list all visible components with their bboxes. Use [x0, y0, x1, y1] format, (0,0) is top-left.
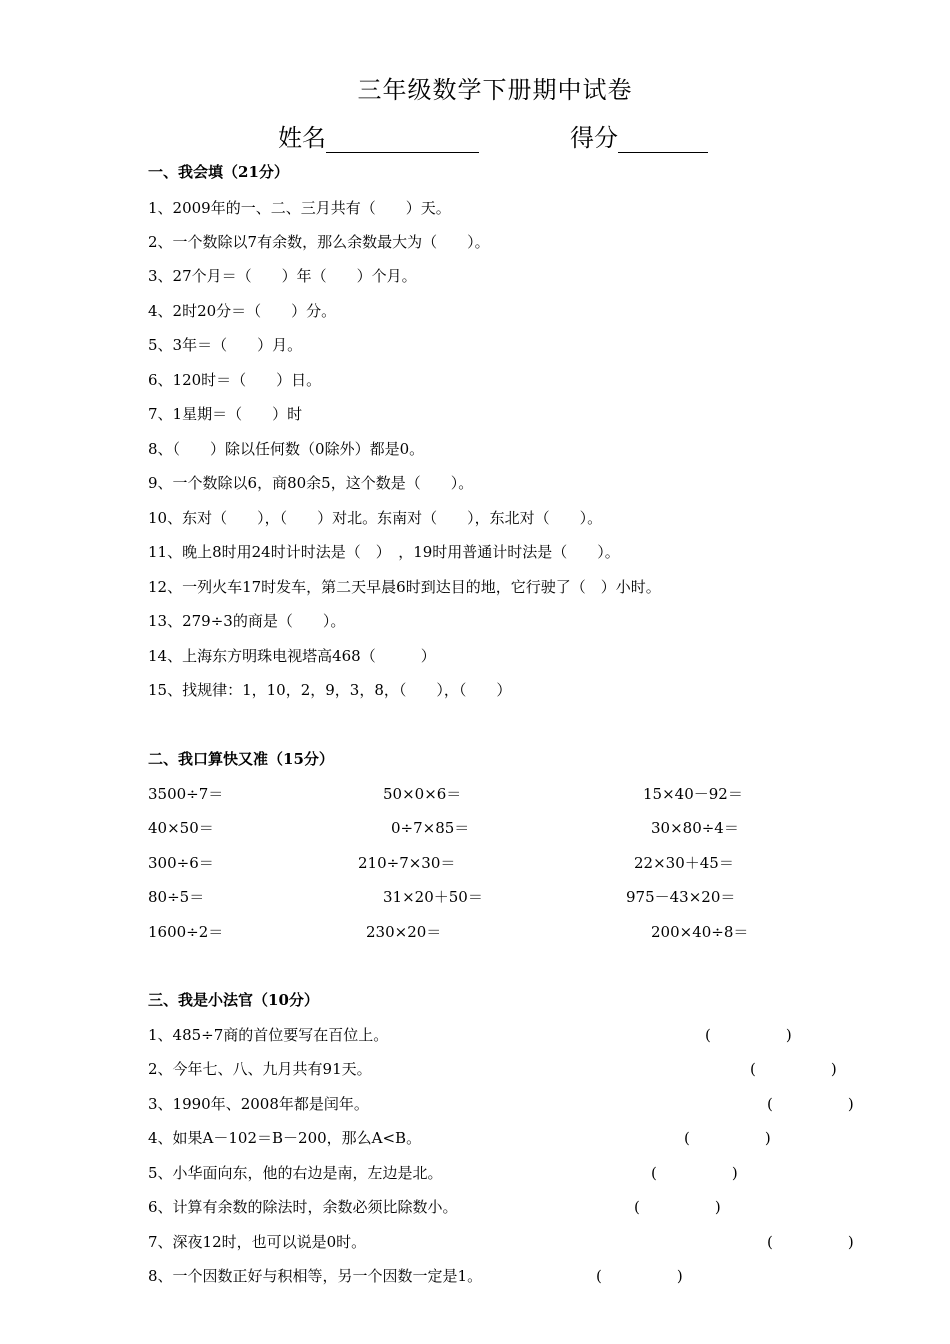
judge-answer-paren[interactable]: ( )	[634, 1198, 721, 1216]
calc-problem: 15×40－92＝	[643, 785, 743, 803]
fill-item: 12、一列火车17时发车，第二天早晨6时到达目的地，它行驶了（ ）小时。	[148, 578, 661, 596]
fill-item: 14、上海东方明珠电视塔高468（ ）	[148, 647, 436, 665]
name-field	[278, 118, 479, 153]
calc-problem: 3500÷7＝	[148, 785, 224, 803]
fill-item: 13、279÷3的商是（ ）。	[148, 612, 346, 630]
calc-problem: 31×20＋50＝	[383, 888, 483, 906]
fill-item: 3、27个月＝（ ）年（ ）个月。	[148, 267, 417, 285]
page-title: 三年级数学下册期中试卷	[357, 76, 633, 104]
calc-problem: 1600÷2＝	[148, 923, 224, 941]
fill-item: 2、一个数除以7有余数，那么余数最大为（ ）。	[148, 233, 490, 251]
name-label: 姓名	[278, 124, 326, 152]
judge-answer-paren[interactable]: ( )	[767, 1233, 854, 1251]
judge-answer-paren[interactable]: ( )	[767, 1095, 854, 1113]
fill-item: 6、120时＝（ ）日。	[148, 371, 322, 389]
judge-statement: 2、今年七、八、九月共有91天。	[148, 1060, 372, 1078]
fill-item: 4、2时20分＝（ ）分。	[148, 302, 337, 320]
fill-item: 9、一个数除以6，商80余5，这个数是（ ）。	[148, 474, 474, 492]
calc-problem: 300÷6＝	[148, 854, 214, 872]
judge-answer-paren[interactable]: ( )	[705, 1026, 792, 1044]
judge-answer-paren[interactable]: ( )	[596, 1267, 683, 1285]
judge-statement: 7、深夜12时，也可以说是0时。	[148, 1233, 367, 1251]
fill-item: 8、（ ）除以任何数（0除外）都是0。	[148, 440, 425, 458]
fill-item: 7、1星期＝（ ）时	[148, 405, 303, 423]
judge-statement: 6、计算有余数的除法时，余数必须比除数小。	[148, 1198, 458, 1216]
calc-problem: 50×0×6＝	[383, 785, 462, 803]
score-field	[570, 118, 708, 153]
calc-problem: 230×20＝	[366, 923, 442, 941]
calc-problem: 80÷5＝	[148, 888, 205, 906]
section-calc-title: 二、我口算快又准（15分）	[148, 750, 334, 768]
calc-problem: 40×50＝	[148, 819, 214, 837]
judge-statement: 3、1990年、2008年都是闰年。	[148, 1095, 369, 1113]
calc-problem: 0÷7×85＝	[391, 819, 470, 837]
calc-problem: 210÷7×30＝	[358, 854, 456, 872]
calc-problem: 30×80÷4＝	[651, 819, 739, 837]
judge-answer-paren[interactable]: ( )	[750, 1060, 837, 1078]
judge-statement: 8、一个因数正好与积相等，另一个因数一定是1。	[148, 1267, 483, 1285]
fill-item: 10、东对（ ），（ ）对北。东南对（ ），东北对（ ）。	[148, 509, 603, 527]
judge-statement: 1、485÷7商的首位要写在百位上。	[148, 1026, 389, 1044]
fill-item: 5、3年＝（ ）月。	[148, 336, 303, 354]
name-blank[interactable]	[326, 126, 479, 153]
fill-item: 1、2009年的一、二、三月共有（ ）天。	[148, 199, 451, 217]
fill-item: 11、晚上8时用24时计时法是（ ） ，19时用普通计时法是（ ）。	[148, 543, 620, 561]
judge-statement: 5、小华面向东，他的右边是南，左边是北。	[148, 1164, 443, 1182]
score-blank[interactable]	[618, 126, 708, 153]
judge-answer-paren[interactable]: ( )	[684, 1129, 771, 1147]
calc-problem: 975－43×20＝	[626, 888, 736, 906]
judge-statement: 4、如果A－102＝B－200，那么A<B。	[148, 1129, 422, 1147]
section-fill-title: 一、我会填（21分）	[148, 163, 289, 181]
calc-problem: 22×30＋45＝	[634, 854, 734, 872]
score-label: 得分	[570, 124, 618, 152]
calc-problem: 200×40÷8＝	[651, 923, 749, 941]
judge-answer-paren[interactable]: ( )	[651, 1164, 738, 1182]
fill-item: 15、找规律：1，10，2，9，3，8，（ ），（ ）	[148, 681, 512, 699]
section-judge-title: 三、我是小法官（10分）	[148, 991, 319, 1009]
